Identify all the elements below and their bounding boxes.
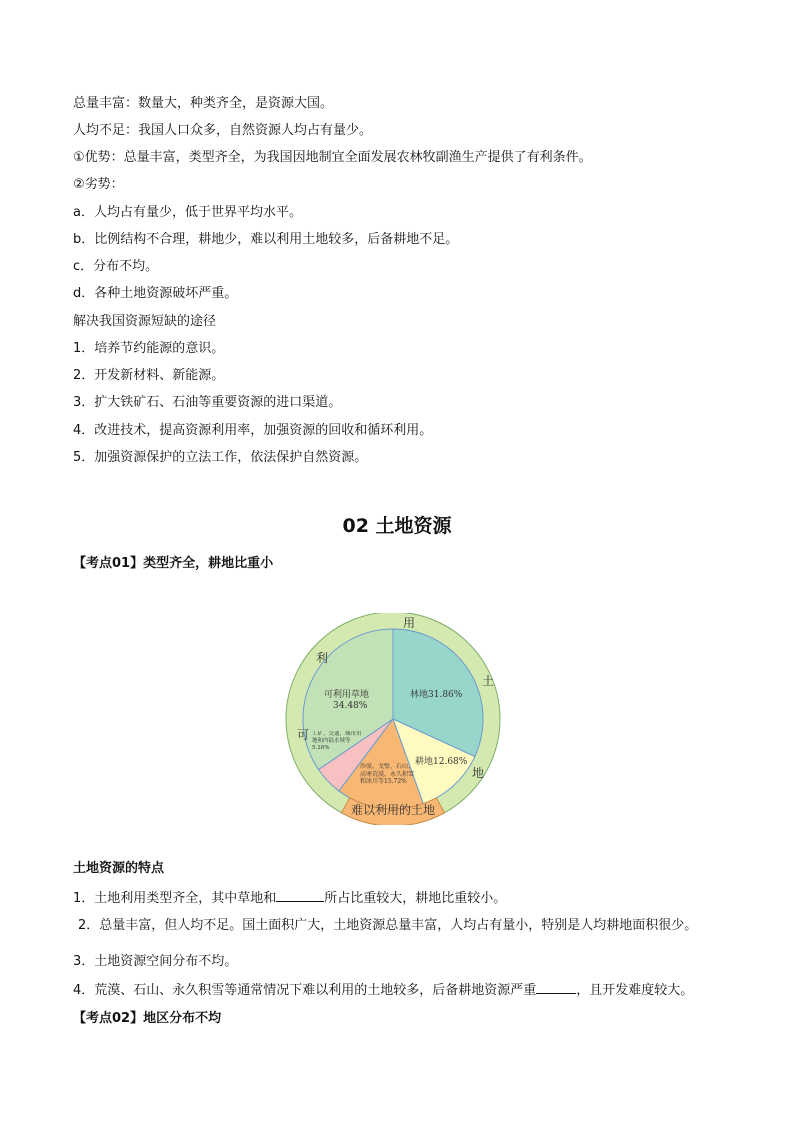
kaodian-heading-2: 【考点02】地区分布不均: [73, 1011, 222, 1026]
unusable-land-label: 难以利用的土地: [350, 803, 436, 817]
text-line: d．各种土地资源破坏严重。: [73, 286, 238, 301]
text-line: ②劣势：: [73, 177, 124, 192]
feature-4: [73, 981, 693, 1000]
ring-char: 用: [403, 616, 416, 630]
section-title: 02 土地资源: [342, 515, 452, 537]
land-use-pie-chart: [282, 613, 504, 825]
feature-4-text-b: ，且开发难度较大。: [576, 983, 694, 998]
text-line: 1．培养节约能源的意识。: [73, 341, 225, 356]
text-line: b．比例结构不合理，耕地少，难以利用土地较多，后备耕地不足。: [73, 232, 459, 247]
pie-chart-svg: [282, 613, 504, 825]
text-line: 总量丰富：数量大，种类齐全，是资源大国。: [73, 96, 334, 111]
feature-2: 2．总量丰富，但人均不足。国土面积广大，土地资源总量丰富，人均占有量小，特别是人均耕地面积很少。: [78, 918, 698, 933]
text-line: a．人均占有量少，低于世界平均水平。: [73, 205, 302, 220]
text-line: 2．开发新材料、新能源。: [73, 368, 225, 383]
subheading: 解决我国资源短缺的途径: [73, 314, 217, 329]
text-line: 3．扩大铁矿石、石油等重要资源的进口渠道。: [73, 395, 342, 410]
slice-label-desert: 沙漠、戈壁、石山、高寒荒漠、永久积雪和冰川等15.72%: [360, 763, 415, 785]
slice-label-grassland-value: 34.48%: [333, 701, 368, 711]
features-title: 土地资源的特点: [73, 861, 165, 876]
slice-label-forest: 林地31.86%: [410, 690, 463, 700]
slice-label-grassland: 可利用草地: [324, 690, 370, 700]
ring-char: 可: [297, 728, 310, 742]
fill-in-blank[interactable]: [536, 981, 576, 994]
feature-1: [73, 889, 506, 908]
text-line: c．分布不均。: [73, 259, 159, 274]
feature-1-text-b: 所占比重较大，耕地比重较小。: [324, 891, 507, 906]
ring-char: 利: [316, 651, 329, 665]
slice-label-industrial: 工矿、交通、城市用地和内陆水域等5.26%: [312, 731, 362, 751]
text-line: 4．改进技术，提高资源利用率，加强资源的回收和循环利用。: [73, 423, 433, 438]
slice-label-cropland: 耕地12.68%: [415, 757, 468, 767]
text-line: ①优势：总量丰富，类型齐全，为我国因地制宜全面发展农林牧副渔生产提供了有利条件。: [73, 150, 592, 165]
slice-label-industrial-wrap: [312, 731, 364, 767]
text-line: 人均不足：我国人口众多，自然资源人均占有量少。: [73, 123, 373, 138]
feature-3: 3．土地资源空间分布不均。: [73, 954, 238, 969]
ring-char: 土: [482, 674, 495, 688]
text-line: 5．加强资源保护的立法工作，依法保护自然资源。: [73, 450, 368, 465]
kaodian-heading-1: 【考点01】类型齐全，耕地比重小: [73, 556, 274, 571]
ring-char: 地: [472, 766, 485, 780]
feature-1-text-a: 1．土地利用类型齐全，其中草地和: [73, 891, 277, 906]
feature-4-text-a: 4．荒漠、石山、永久积雪等通常情况下难以利用的土地较多，后备耕地资源严重: [73, 983, 537, 998]
slice-label-desert-wrap: [360, 763, 418, 807]
fill-in-blank[interactable]: [276, 889, 324, 902]
